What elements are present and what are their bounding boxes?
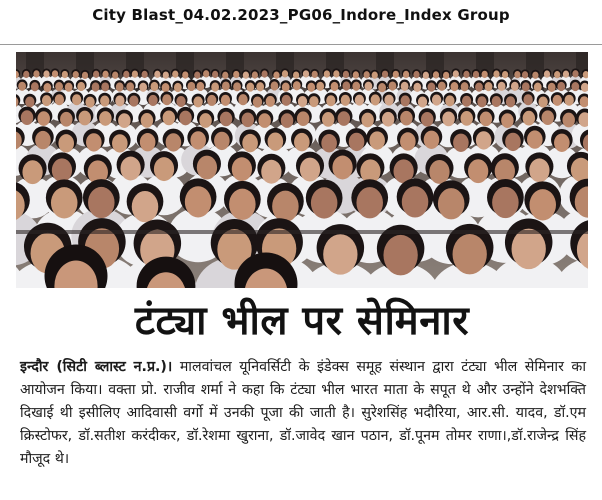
caption-divider: [0, 44, 602, 45]
clipping-caption: City Blast_04.02.2023_PG06_Indore_Index Group: [92, 6, 510, 24]
seminar-audience-photo: [16, 52, 588, 288]
news-photo: [16, 52, 588, 288]
article-body: [20, 356, 586, 471]
article-headline: टंट्या भील पर सेमिनार: [134, 298, 470, 344]
article-text: मालवांचल यूनिवर्सिटी के इंडेक्स समूह संस्थान द्वारा टंट्या भील सेमिनार का आयोजन किया। वक्ता प्रो. राजीव शर्मा ने कहा कि टंट्या भील भारत माता के सपूत थे और उन्होंने देशभक्ति दिखाई थी इसीलिए आदिवासी वर्गो में उनकी पूजा की जाती है। सुरेशसिंह भदौरिया, आर.सी. यादव, डॉ.एम क्रिस्टोफर, डॉ.सतीश करंदीकर, डॉ.रेशमा खुराना, डॉ.जावेद खान पठान, डॉ.पूनम तोमर राणा।,डॉ.राजेन्द्र सिंह मौजूद थे।: [20, 359, 586, 467]
article-dateline: इन्दौर (सिटी ब्लास्ट न.प्र.)।: [20, 359, 173, 375]
